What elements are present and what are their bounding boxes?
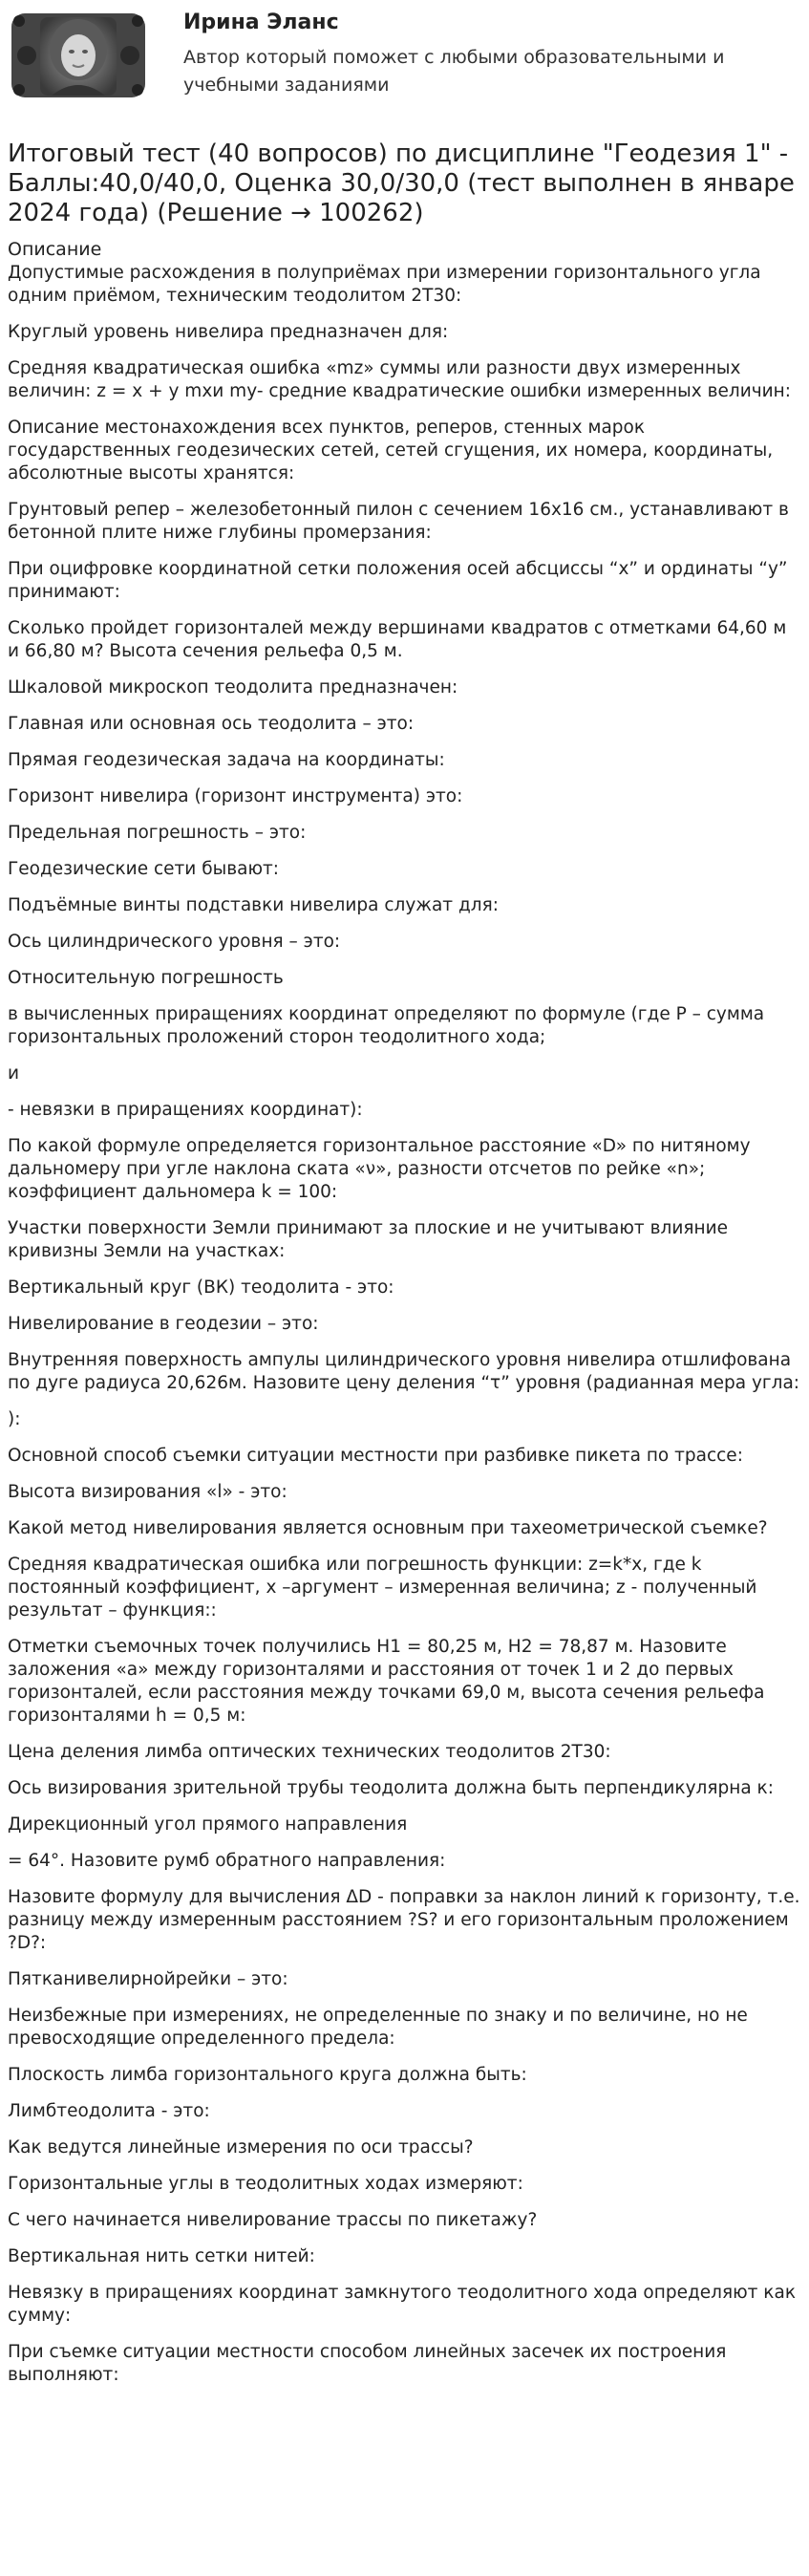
question-item: Как ведутся линейные измерения по оси трассы? (8, 2137, 474, 2157)
author-block (0, 0, 809, 124)
question-item: и (8, 1063, 20, 1084)
question-item: Лимбтеодолита - это: (8, 2101, 210, 2121)
question-item: Назовите формулу для вычисления ΔD - поправки за наклон линий к горизонту, т.е. разницу между измеренным расстоянием ?S? и его горизонтальным проложением ?D?: (8, 1887, 800, 1953)
question-item: При съемке ситуации местности способом линейных засечек их построения выполняют: (8, 2342, 727, 2385)
question-item: Описание местонахождения всех пунктов, реперов, стенных марок государственных геодезических сетей, сетей сгущения, их номера, координаты, абсолютные высоты хранятся: (8, 418, 774, 483)
question-item: При оцифровке координатной сетки положения осей абсциссы “х” и ординаты “у” принимают: (8, 559, 788, 602)
author-info (183, 10, 776, 99)
question-item: Допустимые расхождения в полуприёмах при измерении горизонтального угла одним приёмом, техническим теодолитом 2Т30: (8, 263, 761, 306)
question-item: Внутренняя поверхность ампулы цилиндрического уровня нивелира отшлифована по дуге радиуса 20,626м. Назовите цену деления “τ” уровня (радианная мера угла: (8, 1350, 800, 1393)
avatar-image (8, 8, 149, 103)
question-item: Ось визирования зрительной трубы теодолита должна быть перпендикулярна к: (8, 1778, 774, 1798)
question-item: Средняя квадратическая ошибка или погрешность функции: z=k*x, где k постоянный коэффициент, x –аргумент – измеренная величина; z - полученный результат – функция:: (8, 1555, 757, 1621)
author-description: Автор который поможет с любыми образовательными и учебными заданиями (183, 47, 725, 96)
question-item: = 64°. Назовите румб обратного направления: (8, 1851, 446, 1871)
question-item: Участки поверхности Земли принимают за плоские и не учитывают влияние кривизны Земли на участках: (8, 1218, 728, 1261)
question-item: Основной способ съемки ситуации местности при разбивке пикета по трассе: (8, 1446, 743, 1466)
avatar[interactable] (8, 8, 149, 103)
description-label: Описание (8, 239, 102, 260)
question-item: Дирекционный угол прямого направления (8, 1814, 408, 1835)
question-item: Предельная погрешность – это: (8, 823, 307, 843)
question-item: Прямая геодезическая задача на координаты: (8, 750, 445, 770)
question-item: Относительную погрешность (8, 968, 284, 988)
question-item: Пятканивелирнойрейки – это: (8, 1969, 288, 1989)
question-item: Главная или основная ось теодолита – это: (8, 714, 415, 734)
question-item: Горизонтальные углы в теодолитных ходах измеряют: (8, 2174, 523, 2194)
question-item: Подъёмные винты подставки нивелира служат для: (8, 895, 499, 915)
question-item: Неизбежные при измерениях, не определенные по знаку и по величине, но не превосходящие определенного предела: (8, 2006, 748, 2049)
question-item: Средняя квадратическая ошибка «mz» суммы или разности двух измеренных величин: z = x + y mxи my- средние квадратические ошибки измеренных величин: (8, 358, 791, 401)
question-item: По какой формуле определяется горизонтальное расстояние «D» по нитяному дальномеру при угле наклона ската «ν», разности отсчетов по рейке «n»; коэффициент дальномера k = 100: (8, 1136, 751, 1202)
questions-list (0, 262, 809, 2387)
question-item: Грунтовый репер – железобетонный пилон с сечением 16х16 см., устанавливают в бетонной плите ниже глубины промерзания: (8, 500, 789, 543)
question-item: - невязки в приращениях координат): (8, 1100, 363, 1120)
question-item: Отметки съемочных точек получились H1 = 80,25 м, H2 = 78,87 м. Назовите заложения «а» между горизонталями и расстояния от точек 1 и 2 до первых горизонталей, если расстояния между точками 69,0 м, высота сечения рельефа горизонталями h = 0,5 м: (8, 1637, 765, 1726)
question-item: Круглый уровень нивелира предназначен для: (8, 322, 449, 342)
question-item: Ось цилиндрического уровня – это: (8, 932, 341, 952)
question-item: в вычисленных приращениях координат определяют по формуле (где Р – сумма горизонтальных проложений сторон теодолитного хода; (8, 1004, 765, 1047)
question-item: Вертикальная нить сетки нитей: (8, 2246, 315, 2266)
question-item: Геодезические сети бывают: (8, 859, 280, 879)
question-item: Сколько пройдет горизонталей между вершинами квадратов с отметками 64,60 м и 66,80 м? Высота сечения рельефа 0,5 м. (8, 618, 787, 661)
question-item: Невязку в приращениях координат замкнутого теодолитного хода определяют как сумму: (8, 2283, 796, 2326)
question-item: Плоскость лимба горизонтального круга должна быть: (8, 2065, 527, 2085)
question-item: Цена деления лимба оптических технических теодолитов 2Т30: (8, 1742, 611, 1762)
question-item: Горизонт нивелира (горизонт инструмента) это: (8, 786, 463, 806)
question-item: Шкаловой микроскоп теодолита предназначен: (8, 677, 458, 698)
page-title: Итоговый тест (40 вопросов) по дисциплине "Геодезия 1" - Баллы:40,0/40,0, Оценка 30,0/30,0 (тест выполнен в январе 2024 года) (Решение → 100262) (8, 140, 795, 227)
question-item: Нивелирование в геодезии – это: (8, 1314, 319, 1334)
question-item: Высота визирования «l» - это: (8, 1482, 287, 1502)
question-item: С чего начинается нивелирование трассы по пикетажу? (8, 2210, 538, 2230)
question-item: ): (8, 1409, 21, 1429)
author-name[interactable]: Ирина Эланс (183, 11, 339, 34)
question-item: Какой метод нивелирования является основным при тахеометрической съемке? (8, 1518, 768, 1538)
question-item: Вертикальный круг (ВК) теодолита - это: (8, 1277, 394, 1298)
